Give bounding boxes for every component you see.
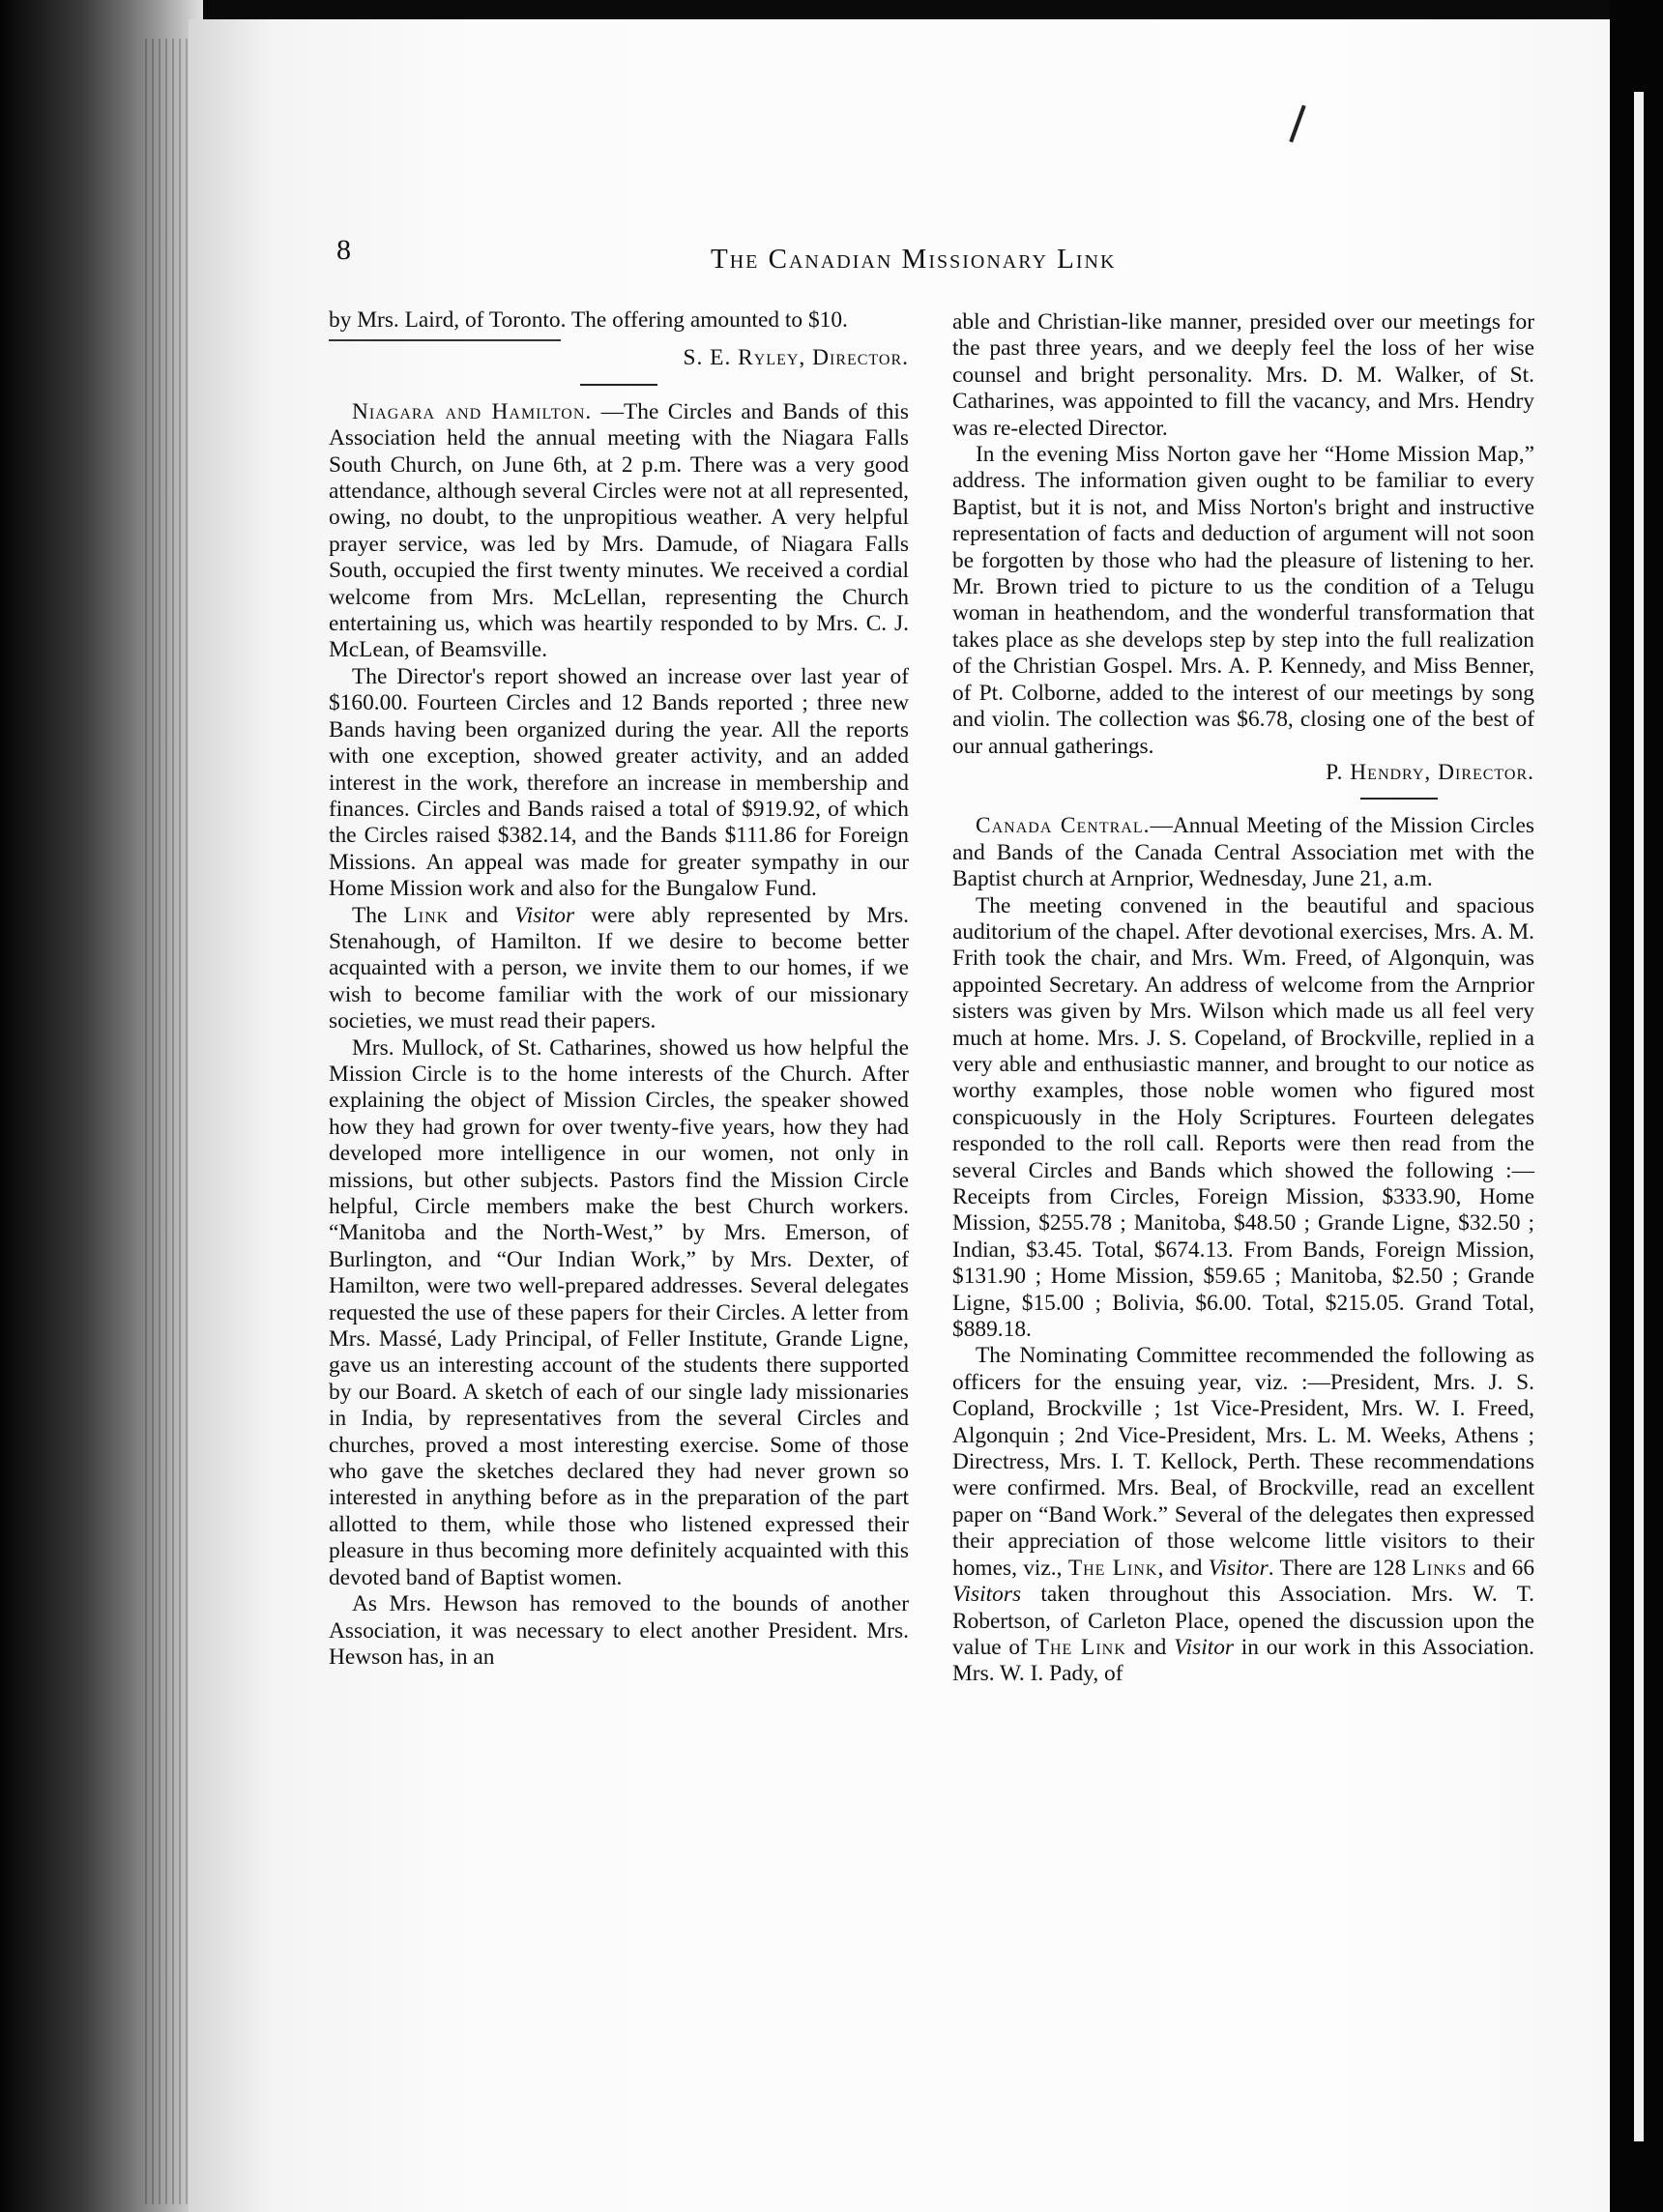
text: The Nominating Committee recommended the following as officers for the ensuing year, viz. :—President, Mrs. J. S. Copland, Brockville ; 1st Vice-President, Mrs. W. I. Freed, Algonquin ; 2nd Vice-President, Mrs. L. M. Weeks, Athens ; Directress, Mrs. I. T. Kellock, Perth. These recommendations were confirmed. Mrs. Beal, of Brockville, read an excellent paper on “Band Work.” Several of the delegates then expressed their appreciation of those welcome little visitors to their homes, viz., bbox=[952, 1343, 1534, 1581]
paragraph: The meeting convened in the beautiful and spacious auditorium of the chapel. After devotional exercises, Mrs. A. M. Frith took the chair, and Mrs. Wm. Freed, of Algonquin, was appointed Secretary. An address of welcome from the Arnprior sisters was given by Mrs. Wilson which made us all feel very much at home. Mrs. J. S. Copeland, of Brockville, replied in a very able and enthusiastic manner, and brought to our notice as worthy examples, those noble women who figured most conspicuously in the Holy Scriptures. Fourteen delegates responded to the roll call. Reports were then read from the several Circles and Bands which showed the following :—Receipts from Circles, Foreign Mission, $333.90, Home Mission, $255.78 ; Manitoba, $48.50 ; Grande Ligne, $32.50 ; Indian, $3.45. Total, $674.13. From Bands, Foreign Mission, $131.90 ; Home Mission, $59.65 ; Manitoba, $2.50 ; Grande Ligne, $15.00 ; Bolivia, $6.00. Total, $215.05. Grand Total, $889.18. bbox=[952, 892, 1534, 1343]
signature-text: P. Hendry, Director. bbox=[1326, 759, 1534, 785]
visitor-title: Visitor bbox=[1174, 1634, 1235, 1660]
link-title: Links bbox=[1412, 1555, 1468, 1581]
next-page-edge bbox=[1634, 92, 1644, 2141]
paragraph: able and Christian-like manner, presided over our meetings for the past three years, and we deeply feel the loss of her wise counsel and bright personality. Mrs. D. M. Walker, of St. Catharines, was appointed to fill the vacancy, and Mrs. Hendry was re-elected Director. bbox=[952, 309, 1534, 441]
visitor-title: Visitors bbox=[952, 1582, 1022, 1608]
text: and bbox=[449, 902, 515, 928]
running-head: The Canadian Missionary Link bbox=[711, 244, 1117, 275]
visitor-title: Visitor bbox=[514, 902, 575, 928]
link-title: The Link bbox=[1067, 1555, 1158, 1581]
text: in our work in this Association. Mrs. W. I. Pady, of bbox=[952, 1634, 1534, 1687]
paragraph bbox=[329, 903, 909, 1035]
signature bbox=[952, 760, 1534, 786]
paragraph-canada bbox=[952, 813, 1534, 892]
text: . There are 128 bbox=[1268, 1555, 1413, 1581]
section-heading: Canada Central. bbox=[976, 813, 1151, 839]
divider bbox=[329, 339, 561, 341]
paragraph-text: —The Circles and Bands of this Association held the annual meeting with the Niagara Falls South Church, on June 6th, at 2 p.m. There was a very good attendance, although several Circles were not at all represented, owing, no doubt, to the unpropitious weather. A very helpful prayer service, was led by Mrs. Damude, of Niagara Falls South, occupied the first twenty minutes. We received a cordial welcome from Mrs. McLellan, representing the Church entertaining us, which was heartily responded to by Mrs. C. J. McLean, of Beamsville. bbox=[329, 398, 909, 663]
text: and 66 bbox=[1467, 1555, 1535, 1581]
text: The bbox=[352, 902, 404, 928]
right-column bbox=[952, 309, 1534, 1688]
text: and bbox=[1125, 1634, 1175, 1660]
visitor-title: Visitor bbox=[1208, 1555, 1269, 1581]
paragraph: As Mrs. Hewson has removed to the bounds of another Association, it was necessary to elect another President. Mrs. Hewson has, in an bbox=[329, 1591, 909, 1670]
text: taken throughout this Association. Mrs. W. T. Robertson, of Carleton Place, opened the discussion upon the value of bbox=[952, 1582, 1534, 1660]
paragraph: In the evening Miss Norton gave her “Home Mission Map,” address. The information given ought to be familiar to every Baptist, but it is not, and Miss Norton's bright and instructive representation of facts and deduction of argument will not soon be forgotten by those who had the pleasure of listening to her. Mr. Brown tried to picture to us the condition of a Telugu woman in heathendom, and the wonderful transformation that takes place as she develops step by step into the full realization of the Christian Gospel. Mrs. A. P. Kennedy, and Miss Benner, of Pt. Colborne, added to the interest of our meetings by song and violin. The collection was $6.78, closing one of the best of our annual gatherings. bbox=[952, 442, 1534, 759]
paragraph-niagara bbox=[329, 399, 909, 664]
page-number: 8 bbox=[336, 234, 351, 266]
link-title: The Link bbox=[1035, 1634, 1126, 1660]
paragraph: by Mrs. Laird, of Toronto. The offering amounted to $10. bbox=[329, 307, 848, 333]
divider bbox=[1360, 798, 1438, 800]
divider bbox=[580, 384, 657, 386]
paragraph-text: —Annual Meeting of the Mission Circles and Bands of the Canada Central Association met with the Baptist church at Arnprior, Wednesday, June 21, a.m. bbox=[952, 813, 1534, 892]
section-heading: Niagara and Hamilton. bbox=[352, 398, 593, 424]
left-column bbox=[329, 307, 909, 1671]
paragraph bbox=[952, 1343, 1534, 1687]
text: were ably represented by Mrs. Stenahough, of Hamilton. If we desire to become better acquainted with a person, we invite them to our homes, if we wish to become familiar with the work of our missionary societies, we must read their papers. bbox=[329, 902, 909, 1034]
text: , and bbox=[1157, 1555, 1209, 1581]
signature bbox=[329, 345, 909, 371]
paragraph: Mrs. Mullock, of St. Catharines, showed us how helpful the Mission Circle is to the home interests of the Church. After explaining the object of Mission Circles, the speaker showed how they had grown for over twenty-five years, how they had developed more intelligence in our women, not only in missions, but other subjects. Pastors find the Mission Circle helpful, Circle members make the best Church workers. “Manitoba and the North-West,” by Mrs. Emerson, of Burlington, and “Our Indian Work,” by Mrs. Dexter, of Hamilton, were two well-prepared addresses. Several delegates requested the use of these papers for their Circles. A letter from Mrs. Massé, Lady Principal, of Feller Institute, Grande Ligne, gave us an interesting account of the students there supported by our Board. A sketch of each of our single lady missionaries in India, by representatives from the several Circles and churches, proved a most interesting exercise. Some of those who gave the sketches declared they had never grown so interested in anything before as in the preparation of the part allotted to them, while those who listened expressed their pleasure in thus becoming more definitely acquainted with this devoted band of Baptist women. bbox=[329, 1034, 909, 1590]
paragraph: The Director's report showed an increase over last year of $160.00. Fourteen Circles and 12 Bands reported ; three new Bands having been organized during the year. All the reports with one exception, showed greater activity, and an added interest in the work, therefore an increase in membership and finances. Circles and Bands raised a total of $919.92, of which the Circles raised $382.14, and the Bands $111.86 for Foreign Missions. An appeal was made for greater sympathy in our Home Mission work and also for the Bungalow Fund. bbox=[329, 663, 909, 902]
link-title: Link bbox=[403, 902, 450, 928]
signature-text: S. E. Ryley, Director. bbox=[683, 345, 909, 371]
